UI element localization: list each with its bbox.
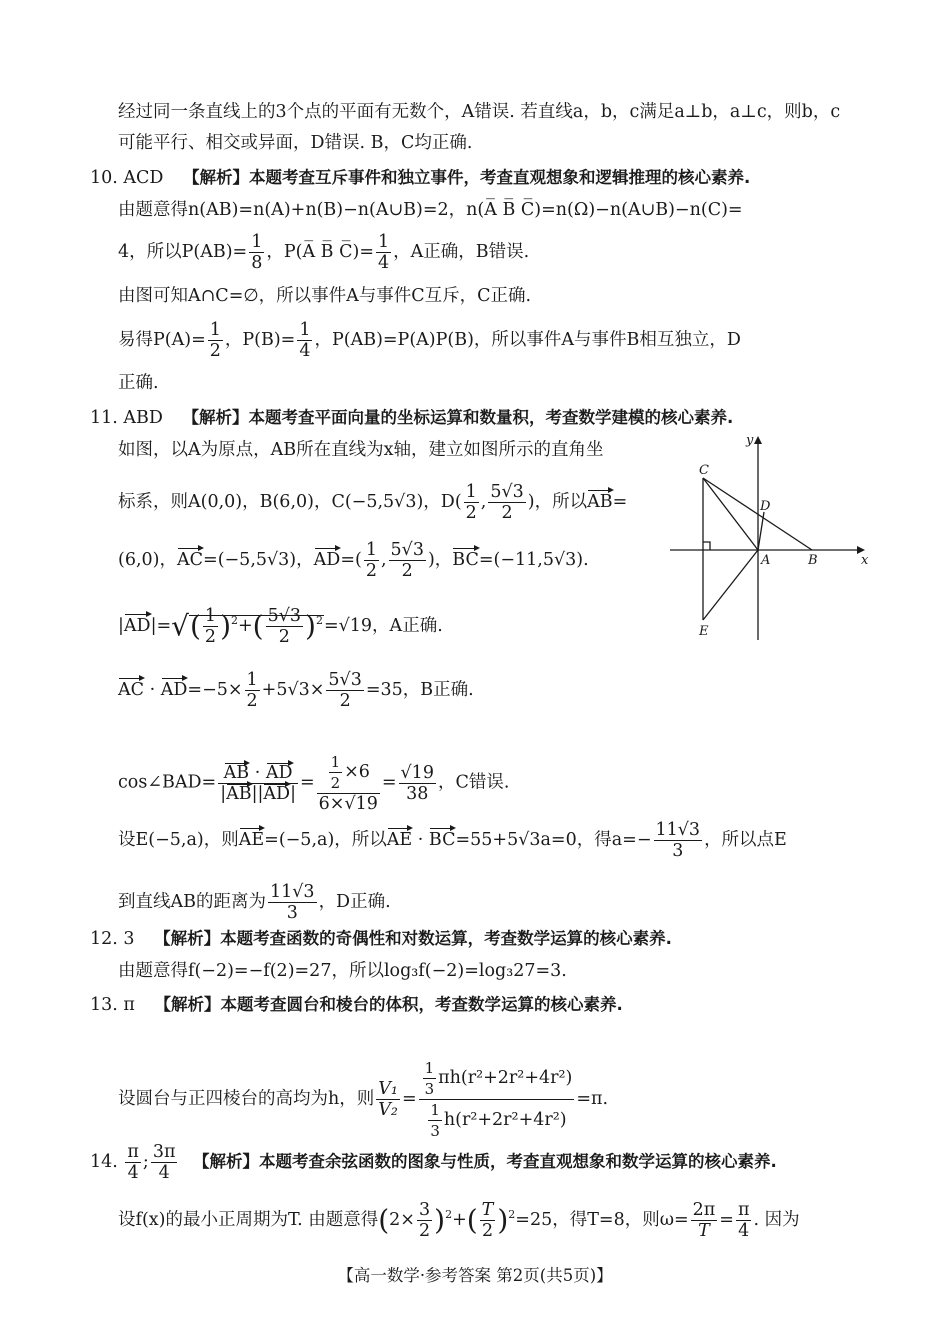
coordinate-diagram [665, 430, 870, 645]
fraction: $\frac{11√3}{3}$ [270, 882, 315, 923]
q10-heading: 【解析】本题考查互斥事件和独立事件，考查直观想象和逻辑推理的核心素养. [183, 168, 751, 187]
q12-number: 12. 3 [90, 929, 135, 949]
x-label: x [861, 553, 869, 568]
fraction: $\frac{1}{2}$ [365, 540, 377, 581]
vector-AC: AC [177, 550, 204, 570]
q10-heading-row [90, 166, 750, 190]
label-D: D [760, 499, 771, 514]
fraction: $\frac{\text{V₁}}{\text{V₂}}$ [378, 1079, 398, 1120]
label-A: A [761, 553, 771, 568]
q11-line-3: (6,0)，AC=(−5,5√3)，AD=( $\frac{1}{2}$ , $\frac{5√3}{2}$ )，BC=(−11,5√3). [118, 540, 589, 581]
q11-line-1: 如图，以A为原点，AB所在直线为x轴，建立如图所示的直角坐 [118, 440, 604, 460]
q14-heading: 【解析】本题考查余弦函数的图象与性质，考查直观想象和数学运算的核心素养. [193, 1152, 777, 1171]
q14-line-1: 设f(x)的最小正周期为T. 由题意得(2× $\frac{3}{2}$ )$^2$+( $\frac{T}{2}$ )$^2$=25，得T=8，则ω= $\frac{2\pi}{T}$ = $\frac{\pi}{4}$ . 因为 [118, 1200, 800, 1241]
fraction: $\frac{1}{2}$ [246, 670, 258, 711]
fraction: $\frac{5√3}{2}$ [267, 606, 302, 647]
q11-line-2: 标系，则A(0,0)，B(6,0)，C(−5,5√3)，D( $\frac{1}{2}$ , $\frac{5√3}{2}$ )，所以AB= [118, 482, 628, 523]
q10-line-2: 4，所以P(AB)= $\frac{1}{8}$ ，P(A̅ B̅ C̅)= $\frac{1}{4}$ ，A正确，B错误. [118, 232, 530, 273]
q11-heading: 【解析】本题考查平面向量的坐标运算和数量积，考查数学建模的核心素养. [182, 408, 734, 427]
fraction: $\frac{1}{2}$ [209, 320, 221, 361]
q10-line-5: 正确. [118, 373, 159, 393]
right-angle-mark [703, 542, 710, 550]
q13-heading-row [90, 993, 623, 1017]
q11-line-6: cos∠BAD= $\frac{AB \cdot AD}{|AB||AD|}$ = $\frac{1}{2}$ ×6 6×√19 = $\frac{√19}{38}$ ，C错误. [118, 753, 510, 814]
q12-line-1: 由题意得f(−2)=−f(2)=27，所以log₃f(−2)=log₃27=3. [118, 961, 567, 981]
fraction: $\frac{3}{2}$ [418, 1200, 431, 1241]
label-C: C [699, 463, 709, 478]
q11-heading-row [90, 406, 733, 430]
fraction: $\frac{1}{4}$ [377, 232, 390, 273]
vector-AB: AB [587, 492, 613, 512]
segment-CA [703, 478, 758, 550]
y-arrow [754, 436, 762, 444]
q11-line-4: |AD|=√( $\frac{1}{2}$ )$^2$+( $\frac{5√3}{2}$ )$^2$=√19，A正确. [118, 606, 443, 647]
q11-number: 11. ABD [90, 408, 163, 428]
q13-heading: 【解析】本题考查圆台和棱台的体积，考查数学运算的核心素养. [154, 995, 623, 1014]
fraction: $\frac{1}{2}$ [204, 606, 217, 647]
q11-line-7: 设E(−5,a)，则AE=(−5,a)，所以AE · BC=55+5√3a=0，得a=− $\frac{11√3}{3}$ ，所以点E [118, 820, 787, 861]
vector-BC: BC [452, 550, 479, 570]
fraction: $\frac{5√3}{2}$ [390, 540, 424, 581]
fraction: $\frac{11√3}{3}$ [655, 820, 701, 861]
q14-number: 14. $\frac{\pi}{4}$ ; $\frac{3\pi}{4}$ [90, 1142, 176, 1183]
q11-line-8: 到直线AB的距离为 $\frac{11√3}{3}$ ，D正确. [118, 882, 391, 923]
fraction: $\frac{T}{2}$ [481, 1200, 494, 1241]
page-footer: 【高一数学·参考答案 第2页(共5页)】 [337, 1266, 613, 1285]
segment-EA [703, 550, 758, 620]
y-label: y [746, 433, 754, 448]
label-E: E [699, 624, 709, 639]
fraction: $\frac{1}{2}$ ×6 6×√19 [318, 753, 378, 814]
intro-line-1: 经过同一条直线上的3个点的平面有无数个，A错误. 若直线a，b，c满足a⊥b，a⊥c，则b，c [118, 102, 841, 122]
fraction: $\frac{5√3}{2}$ [328, 670, 362, 711]
fraction: $\frac{2\pi}{T}$ [692, 1200, 716, 1241]
vector-AE: AE [238, 830, 265, 850]
q13-line-1: 设圆台与正四棱台的高均为h，则 $\frac{\text{V₁}}{\text{V₂}}$ = $\frac{1}{3}$ πh(r²+2r²+4r²) $\frac{1}{3}$ h(r²+2r²+4r²) =π. [118, 1059, 609, 1140]
fraction: $\frac{1}{4}$ [299, 320, 311, 361]
q12-heading-row [90, 927, 672, 951]
fraction: $\frac{1}{8}$ [251, 232, 263, 273]
q10-number: 10. ACD [90, 168, 164, 188]
fraction: $\frac{1}{2}$ [465, 482, 477, 523]
fraction: $\frac{AB \cdot AD}{|AB||AD|}$ [220, 762, 296, 804]
label-B: B [808, 553, 818, 568]
fraction: $\frac{1}{3}$ πh(r²+2r²+4r²) $\frac{1}{3}$ h(r²+2r²+4r²) [419, 1058, 575, 1141]
q10-line-4: 易得P(A)= $\frac{1}{2}$ ，P(B)= $\frac{1}{4}$ ，P(AB)=P(A)P(B)，所以事件A与事件B相互独立，D [118, 320, 741, 361]
intro-line-2: 可能平行、相交或异面，D错误. B，C均正确. [118, 133, 473, 153]
q10-line-3: 由图可知A∩C=∅，所以事件A与事件C互斥，C正确. [118, 286, 532, 306]
segment-AD [758, 512, 764, 550]
fraction: $\frac{\pi}{4}$ [737, 1200, 750, 1241]
q11-line-5: AC · AD=−5× $\frac{1}{2}$ +5√3× $\frac{5√3}{2}$ =35，B正确. [118, 670, 474, 711]
q13-number: 13. π [90, 995, 135, 1015]
fraction: $\frac{5√3}{2}$ [490, 482, 524, 523]
vector-AD: AD [313, 550, 341, 570]
q14-heading-row [90, 1142, 777, 1183]
q12-heading: 【解析】本题考查函数的奇偶性和对数运算，考查数学运算的核心素养. [154, 929, 672, 948]
fraction: $\frac{\pi}{4}$ [127, 1142, 139, 1183]
fraction: $\frac{3\pi}{4}$ [152, 1142, 176, 1183]
q10-line-1: 由题意得n(AB)=n(A)+n(B)−n(A∪B)=2，n(A̅ B̅ C̅)=n(Ω)−n(A∪B)−n(C)= [118, 200, 743, 220]
fraction: $\frac{√19}{38}$ [400, 762, 434, 804]
